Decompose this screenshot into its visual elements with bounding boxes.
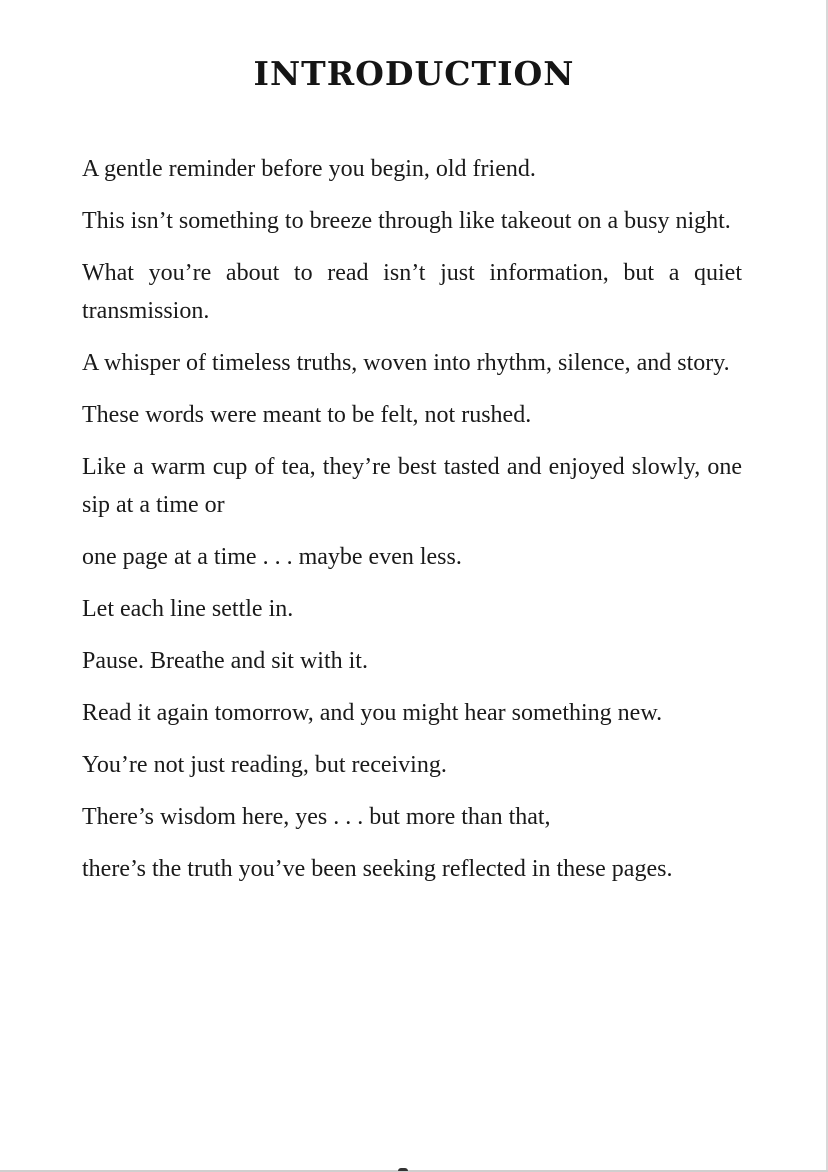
- paragraph: There’s wisdom here, yes . . . but more than that,: [82, 804, 551, 830]
- paragraph: Like a warm cup of tea, they’re best tasted and enjoyed slowly, one sip at a time or: [82, 454, 742, 518]
- paragraph: A whisper of timeless truths, woven into rhythm, silence, and story.: [82, 350, 730, 376]
- paragraph: These words were meant to be felt, not rushed.: [82, 402, 532, 428]
- body-text: [82, 150, 742, 902]
- paragraph: Read it again tomorrow, and you might hear something new.: [82, 700, 663, 726]
- page-bottom-mark: [398, 1168, 408, 1171]
- page-title: INTRODUCTION: [253, 54, 575, 93]
- paragraph: one page at a time . . . maybe even less.: [82, 544, 462, 570]
- paragraph: This isn’t something to breeze through like takeout on a busy night.: [82, 208, 731, 234]
- paragraph: Pause. Breathe and sit with it.: [82, 648, 368, 674]
- paragraph: What you’re about to read isn’t just information, but a quiet transmission.: [82, 260, 742, 324]
- paragraph: Let each line settle in.: [82, 596, 294, 622]
- paragraph: You’re not just reading, but receiving.: [82, 752, 447, 778]
- paragraph: there’s the truth you’ve been seeking reflected in these pages.: [82, 856, 673, 882]
- paragraph: A gentle reminder before you begin, old friend.: [82, 156, 536, 182]
